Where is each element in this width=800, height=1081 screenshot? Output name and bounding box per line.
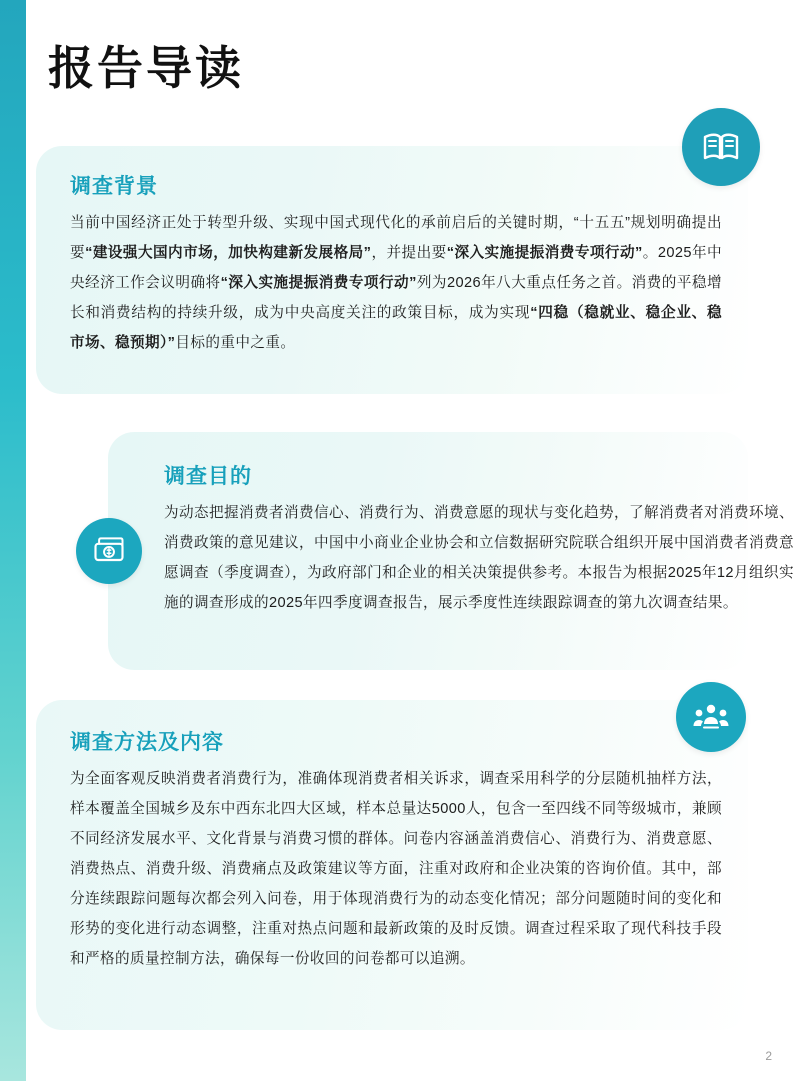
- people-group-icon: [676, 682, 746, 752]
- emphasis-text: “四稳（稳就业、稳企业、稳市场、稳预期）”: [70, 305, 722, 351]
- section-heading-method: 调查方法及内容: [70, 731, 224, 754]
- section-body-background: [70, 208, 722, 358]
- page-number: 2: [765, 1049, 772, 1063]
- section-heading-purpose: 调查目的: [164, 465, 252, 488]
- body-text: 目标的重中之重。: [175, 335, 296, 351]
- section-card-background: [36, 146, 748, 394]
- emphasis-text: “深入实施提振消费专项行动”: [220, 275, 417, 291]
- money-icon: [76, 518, 142, 584]
- page-title: 报告导读: [48, 42, 244, 94]
- emphasis-text: “深入实施提振消费专项行动”: [446, 245, 643, 261]
- section-body-purpose: [164, 498, 794, 618]
- body-text: 。2025年中央经济工作会议明确将: [70, 245, 722, 291]
- section-card-purpose: [108, 432, 794, 670]
- open-book-icon: [682, 108, 760, 186]
- section-heading-background: 调查背景: [70, 175, 158, 198]
- body-text: 当前中国经济正处于转型升级、实现中国式现代化的承前启后的关键时期，“十五五”规划明确提出要: [70, 215, 722, 261]
- body-text: ，并提出要: [371, 245, 447, 261]
- section-card-method: [36, 700, 748, 1030]
- left-accent-bar: [0, 0, 26, 1081]
- body-text: 列为2026年八大重点任务之首。消费的平稳增长和消费结构的持续升级，成为中央高度关注的政策目标，成为实现: [70, 275, 722, 321]
- body-text: 为动态把握消费者消费信心、消费行为、消费意愿的现状与变化趋势，了解消费者对消费环境、消费政策的意见建议，中国中小商业企业协会和立信数据研究院联合组织开展中国消费者消费意愿调查（季度调查），为政府部门和企业的相关决策提供参考。本报告为根据2025年12月组织实施的调查形成的2025年四季度调查报告，展示季度性连续跟踪调查的第九次调查结果。: [164, 505, 794, 611]
- emphasis-text: “建设强大国内市场，加快构建新发展格局”: [85, 245, 372, 261]
- body-text: 为全面客观反映消费者消费行为，准确体现消费者相关诉求，调查采用科学的分层随机抽样方法，样本覆盖全国城乡及东中西东北四大区域，样本总量达5000人，包含一至四线不同等级城市，兼顾不同经济发展水平、文化背景与消费习惯的群体。问卷内容涵盖消费信心、消费行为、消费意愿、消费热点、消费升级、消费痛点及政策建议等方面，注重对政府和企业决策的咨询价值。其中，部分连续跟踪问题每次都会列入问卷，用于体现消费行为的动态变化情况；部分问题随时间的变化和形势的变化进行动态调整，注重对热点问题和最新政策的及时反馈。调查过程采取了现代科技手段和严格的质量控制方法，确保每一份收回的问卷都可以追溯。: [70, 771, 722, 967]
- section-body-method: [70, 764, 722, 974]
